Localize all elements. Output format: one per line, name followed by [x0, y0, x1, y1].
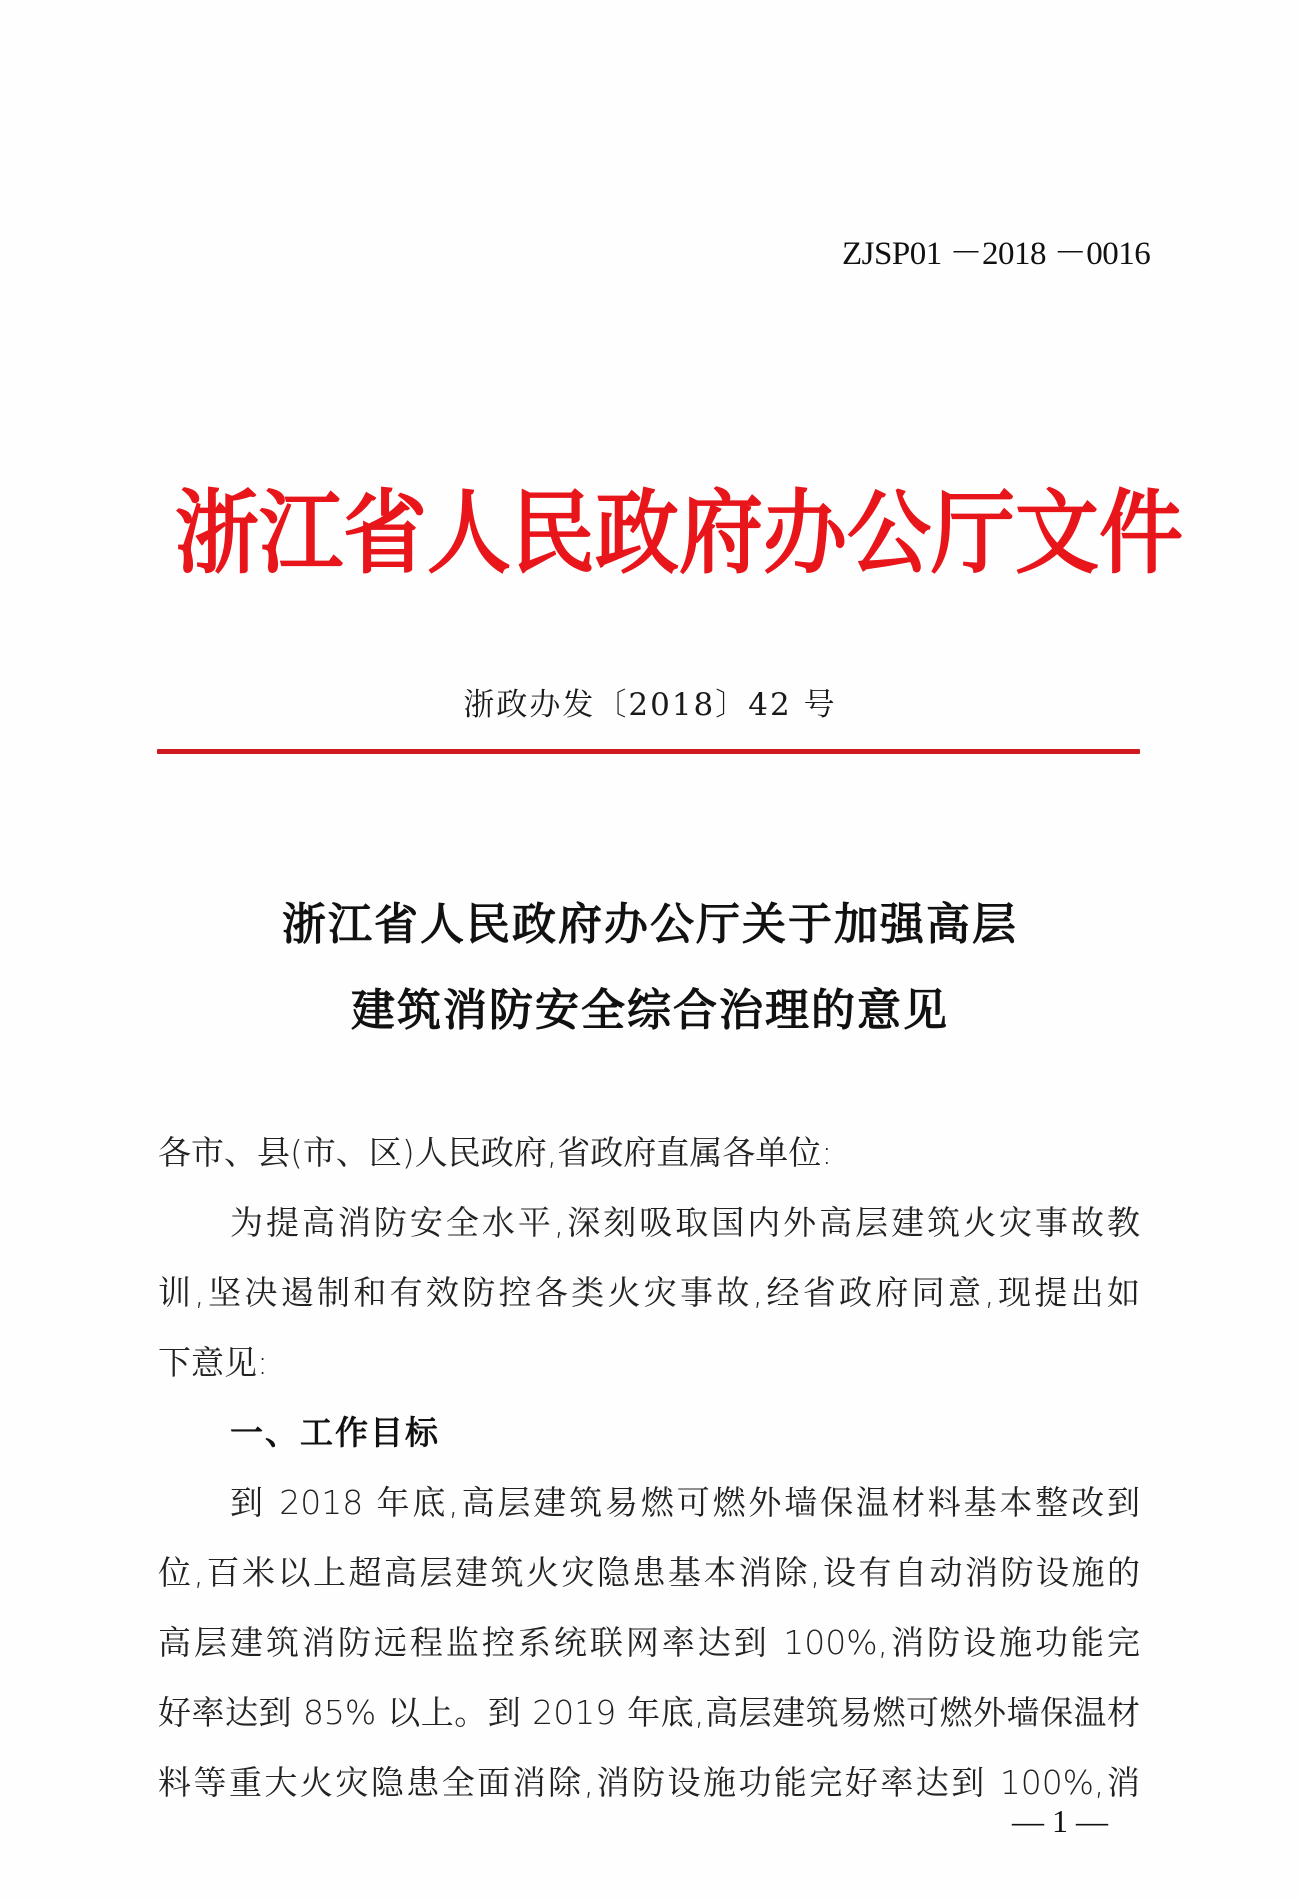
body-line: 高层建筑消防远程监控系统联网率达到 100%,消防设施功能完: [158, 1623, 1140, 1662]
body-line: 料等重大火灾隐患全面消除,消防设施功能完好率达到 100%,消: [158, 1763, 1140, 1802]
body-line: 训,坚决遏制和有效防控各类火灾事故,经省政府同意,现提出如: [158, 1273, 1140, 1312]
body-text: [158, 1118, 1140, 1818]
body-line: 好率达到 85% 以上。到 2019 年底,高层建筑易燃可燃外墙保温材: [158, 1693, 1140, 1732]
document-title: [0, 882, 1300, 1054]
masthead-title: 浙江省人民政府办公厅文件: [175, 479, 1184, 587]
section-heading: 一、工作目标: [230, 1413, 440, 1452]
page-number: — 1 —: [1012, 1803, 1108, 1839]
body-line: 下意见:: [158, 1343, 269, 1382]
classification-code: ZJSP01 －2018 －0016: [842, 236, 1151, 272]
body-line: 到 2018 年底,高层建筑易燃可燃外墙保温材料基本整改到: [230, 1483, 1140, 1522]
salutation-line: 各市、县(市、区)人民政府,省政府直属各单位:: [158, 1133, 833, 1172]
red-divider-rule: [157, 749, 1140, 754]
body-line: 位,百米以上超高层建筑火灾隐患基本消除,设有自动消防设施的: [158, 1553, 1140, 1592]
title-line-1: 浙江省人民政府办公厅关于加强高层: [282, 899, 1018, 950]
body-line: 为提高消防安全水平,深刻吸取国内外高层建筑火灾事故教: [230, 1203, 1140, 1242]
title-line-2: 建筑消防安全综合治理的意见: [351, 985, 949, 1036]
document-number: 浙政办发〔2018〕42 号: [463, 687, 837, 723]
